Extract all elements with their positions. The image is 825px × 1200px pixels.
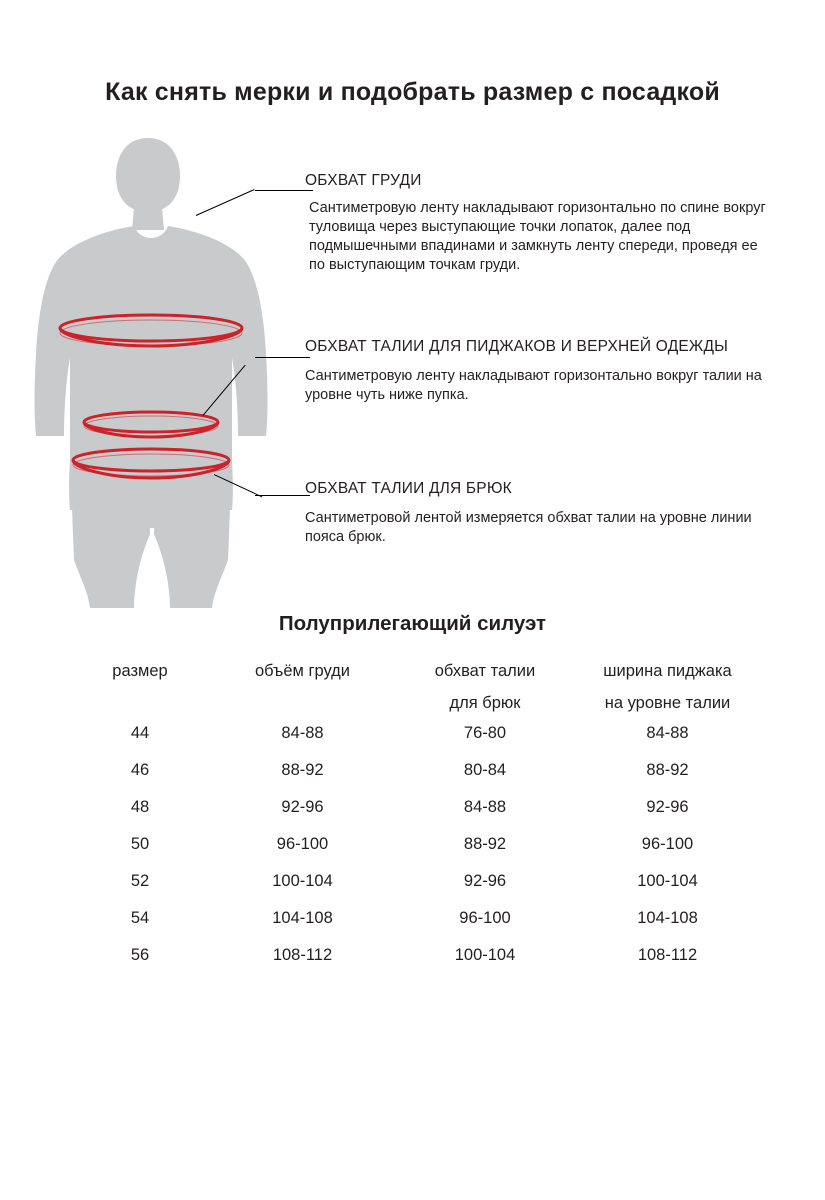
- table-header-row: [70, 660, 760, 715]
- cell-waist: 84-88: [463, 798, 507, 816]
- cell-chest: 104-108: [272, 909, 333, 927]
- table-row: [70, 752, 760, 789]
- cell-size: 44: [130, 724, 150, 742]
- table-row: [70, 937, 760, 974]
- callout-chest-body: Сантиметровую ленту накладывают горизонтально по спине вокруг туловища через выступающие точки лопаток, далее под подмышечными впадинами и замкнуть ленту спереди, проведя ее по выступающим точкам груди.: [309, 200, 766, 273]
- cell-waist: 92-96: [463, 872, 507, 890]
- callout-waist-trousers-body: Сантиметровой лентой измеряется обхват талии на уровне линии пояса брюк.: [305, 510, 752, 545]
- table-row: [70, 715, 760, 752]
- callout-chest: [305, 172, 775, 275]
- cell-waist: 88-92: [463, 835, 507, 853]
- callout-waist-jacket-body: Сантиметровую ленту накладывают горизонтально вокруг талии на уровне чуть ниже пупка.: [305, 368, 762, 403]
- callout-waist-jacket: [305, 338, 805, 405]
- cell-waist: 80-84: [463, 761, 507, 779]
- table-row: [70, 789, 760, 826]
- leader-line-waist-trousers: [255, 495, 310, 496]
- page-title: Как снять мерки и подобрать размер с посадкой: [105, 78, 720, 106]
- cell-jacket-width: 100-104: [637, 872, 698, 890]
- callout-waist-trousers: [305, 480, 785, 547]
- cell-size: 52: [130, 872, 150, 890]
- cell-chest: 100-104: [272, 872, 333, 890]
- cell-jacket-width: 88-92: [646, 761, 689, 779]
- size-table: [70, 660, 760, 974]
- cell-chest: 108-112: [272, 946, 333, 964]
- cell-jacket-width: 92-96: [646, 798, 689, 816]
- cell-waist: 96-100: [459, 909, 511, 927]
- cell-size: 54: [130, 909, 150, 927]
- cell-jacket-width: 96-100: [641, 835, 694, 853]
- cell-chest: 88-92: [281, 761, 324, 779]
- cell-chest: 96-100: [276, 835, 329, 853]
- column-header-size: размер: [112, 662, 168, 680]
- cell-size: 46: [130, 761, 150, 779]
- cell-waist: 76-80: [463, 724, 507, 742]
- cell-size: 48: [130, 798, 150, 816]
- table-row: [70, 863, 760, 900]
- body-figure: [30, 130, 320, 610]
- cell-chest: 84-88: [281, 724, 324, 742]
- cell-waist: 100-104: [454, 946, 516, 964]
- cell-jacket-width: 104-108: [637, 909, 698, 927]
- column-header-jacket-width: ширина пиджака на уровне талии: [603, 662, 732, 712]
- size-table-title: Полуприлегающий силуэт: [278, 612, 547, 635]
- table-row: [70, 826, 760, 863]
- leader-line-waist-jacket: [255, 357, 310, 358]
- cell-jacket-width: 84-88: [646, 724, 689, 742]
- cell-size: 50: [130, 835, 150, 853]
- callout-waist-jacket-heading: ОБХВАТ ТАЛИИ ДЛЯ ПИДЖАКОВ И ВЕРХНЕЙ ОДЕЖДЫ: [305, 338, 729, 355]
- cell-chest: 92-96: [281, 798, 324, 816]
- callout-chest-heading: ОБХВАТ ГРУДИ: [305, 172, 422, 189]
- male-torso-silhouette: [35, 138, 268, 608]
- table-row: [70, 900, 760, 937]
- cell-jacket-width: 108-112: [637, 946, 698, 964]
- callout-waist-trousers-heading: ОБХВАТ ТАЛИИ ДЛЯ БРЮК: [305, 480, 512, 497]
- cell-size: 56: [130, 946, 150, 964]
- column-header-waist: обхват талии для брюк: [434, 662, 536, 712]
- column-header-chest: объём груди: [254, 662, 351, 680]
